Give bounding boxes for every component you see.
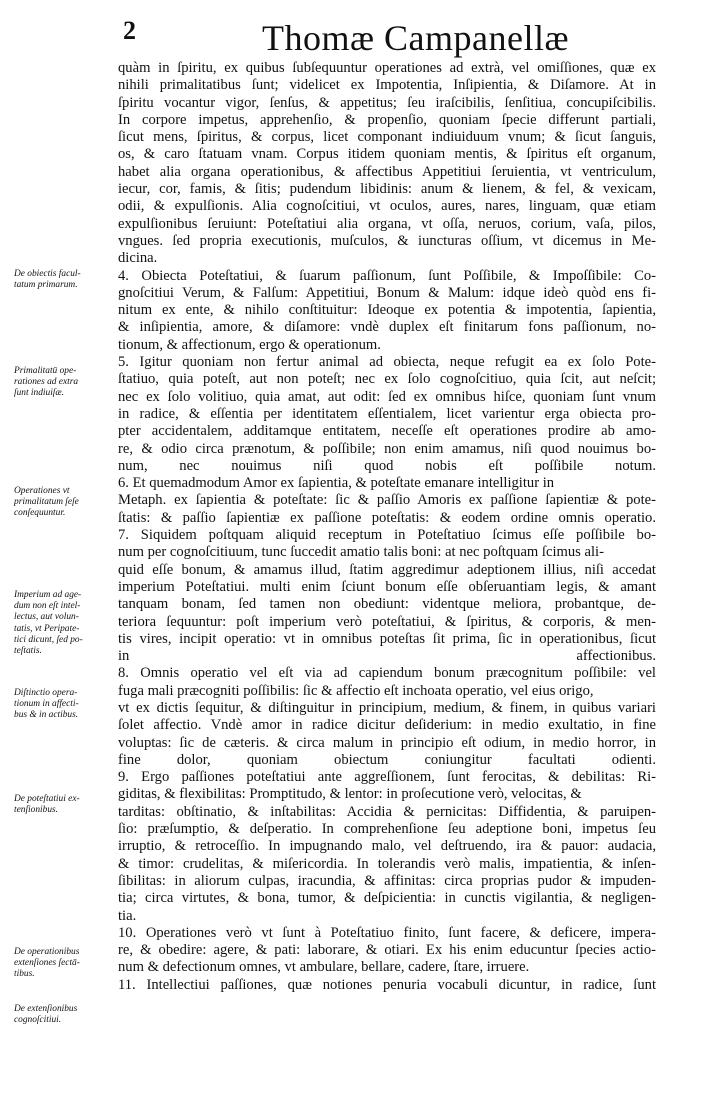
text-line: 8. Omnis operatio vel eſt via ad capiendum bonum præcognitum poſſibile: vel	[118, 665, 656, 682]
text-line: iecur, cor, famis, & ſitis; pudendum libidinis: anum & lienem, & fel, & vexicam,	[118, 181, 656, 198]
text-line: ſio: præſumptio, & deſperatio. In comprehenſione ſeu adeptione boni, impetus ſeu	[118, 821, 656, 838]
text-line: re, & odio circa prænotum, & poſſibile; non enim amamus, niſi quod nouimus bo-	[118, 440, 656, 457]
margin-note-line: dum non eſt intel-	[14, 601, 81, 612]
text-line: quàm in ſpiritu, ex quibus ſubſequuntur operationes ad extrà, vel omiſſiones, quæ ex	[118, 60, 656, 76]
text-line: ſtatis: & paſſio ſapientiæ ex paſſione poteſtatis: & eodem ordine omnis operatio.	[118, 509, 656, 526]
margin-note	[14, 688, 110, 722]
text-line: tionum, & affectionum, ergo & operationum.	[118, 336, 381, 353]
margin-note-line: Diſtinctio opera-	[14, 688, 78, 698]
text-line: Metaph. ex ſapientia & poteſtate: ſic & paſſio Amoris ex paſſione ſapientiæ & pote-	[118, 492, 656, 509]
text-line: fine dolor, quoniam obiectum coniungitur facultati odienti.	[118, 751, 656, 768]
margin-note-line: rationes ad extra	[14, 377, 79, 388]
text-line: habet alia organa operationibus, & affectibus Appetitiui ſeruientia, vt ventriculum,	[118, 163, 656, 180]
text-line: ſibilitas: in aliorum culpas, iracundia, & affinitas: circa proprias pudor & impuden-	[118, 872, 656, 889]
text-line: 7. Siquidem poſtquam aliquid receptum in Poteſtatiuo ſcimus eſſe poſſibile bo-	[118, 527, 656, 544]
text-line: vt ex dictis ſequitur, & diſtinguitur in principium, medium, & finem, in quibus variari	[118, 699, 656, 716]
margin-note-line: primalitatum ſeſe	[14, 497, 79, 508]
margin-note	[14, 1004, 110, 1026]
text-line: giditas, & flexibilitas: Promptitudo, & lentor: in proſecutione verò, velocitas, &	[118, 786, 582, 803]
margin-note	[14, 366, 110, 400]
text-line: tarditas: obſtinatio, & inſtabilitas: Accidia & pernicitas: Diffidentia, & paruipen-	[118, 803, 656, 820]
main-text	[118, 60, 656, 994]
text-line: nitum ex ente, & nihilo conſtituitur: Ideoque ex potentia & impotentia, ſapientia,	[118, 302, 656, 319]
margin-note-line: De operationibus	[14, 947, 80, 957]
text-line: expulſionibus ſeruiunt: Poteſtatiui alia organa, vt oſſa, neruos, corium, vaſa, pilos,	[118, 215, 656, 232]
margin-note	[14, 947, 110, 981]
text-line: re, & obedire: agere, & pati: laborare, & otiari. Ex his enim educuntur ſpecies actio-	[118, 942, 656, 959]
text-line: tis vires, incipit operatio: vt in omnibus poteſtas ſit prima, ſic in operationibus, ſicut	[118, 630, 656, 647]
text-line: quid eſſe bonum, & amamus illud, ſtatim aggredimur adeptionem illius, niſi accedat	[118, 561, 656, 578]
text-line: 10. Operationes verò vt ſunt à Poteſtatiuo finito, ſunt facere, & deficere, impera-	[118, 924, 656, 941]
running-head: Thomæ Campanellæ	[262, 18, 569, 58]
margin-note-line: Primalitatū ope-	[14, 366, 77, 376]
margin-note-line: tatis, vt Peripate-	[14, 623, 80, 634]
text-line: voluptas: ſic de cæteris. & circa malum in principio eſt odium, in medio horror, in	[118, 734, 656, 751]
margin-note-line: teſtatis.	[14, 646, 42, 657]
margin-note-line: ſunt indiuiſæ.	[14, 388, 65, 399]
text-line: vngues. ſed propria executionis, muſculos, & iuncturas oſſium, vt dicemus in Me-	[118, 232, 656, 249]
text-line: pter accidentalem, additamque entitatem, neceſſe eſt operationes prodire ab amo-	[118, 423, 656, 440]
margin-note-line: tici dicunt, ſed po-	[14, 634, 83, 645]
text-line: num & defectionum omnes, vt ambulare, bellare, cadere, ſtare, irruere.	[118, 959, 530, 976]
text-line: nec ex ſolo volitiuo, quia amat, aut odit: ſed ex omnibus hiſce, quoniam ſunt vnum	[118, 388, 656, 405]
text-line: num, nec nouimus niſi quod nobis eſt poſſibile notum.	[118, 457, 656, 474]
margin-note-line: Imperium ad age-	[14, 590, 82, 600]
margin-note-line: bus & in actibus.	[14, 710, 79, 721]
margin-note	[14, 794, 110, 816]
text-line: fuga mali præcogniti poſſibilis: ſic & affectio eſt inchoata operatio, vel eius origo,	[118, 682, 594, 699]
text-line: tia; circa virtutes, & bona, tumor, & deſpicientia: in cunctis vigilantia, & negligen-	[118, 890, 656, 907]
margin-note-line: tibus.	[14, 969, 35, 980]
page-number: 2	[123, 16, 136, 45]
margin-note-line: cognoſcitiui.	[14, 1015, 62, 1026]
text-line: teriora ſequuntur: poſt imperium verò poteſtatiui, & ſpiritus, & corporis, & men-	[118, 613, 656, 630]
margin-note	[14, 486, 110, 520]
text-line: tia.	[118, 907, 137, 924]
text-line: irruptio, & retroceſſio. In impugnando malo, vel deſtruendo, ira & pauor: audacia,	[118, 838, 656, 855]
text-line: dicina.	[118, 250, 158, 267]
margin-note-line: tatum primarum.	[14, 280, 78, 291]
text-line: odii, & expulſionis. Alia cognoſcitiui, vt oculos, aures, nares, linguam, quæ etiam	[118, 198, 656, 215]
text-line: 5. Igitur quoniam non fertur animal ad obiecta, neque refugit ea ex ſolo Pote-	[118, 354, 656, 371]
text-line: & timor: crudelitas, & miſericordia. In tolerandis verò malis, impatientia, & inſen-	[118, 855, 656, 872]
text-line: tanquam bonam, ſed tamen non obediunt: videntque meliora, probantque, de-	[118, 596, 656, 613]
margin-note-line: tionum in affecti-	[14, 699, 79, 710]
text-line: & inſipientia, amore, & diſamore: vndè duplex eſt finitarum fons paſſionum, no-	[118, 319, 656, 336]
text-line: ſicut mens, ſpiritus, & corpus, licet componant indiuiduum vnum; & ſicut ſanguis,	[118, 129, 656, 146]
margin-note-line: De poteſtatiui ex-	[14, 794, 80, 804]
margin-note-line: extenſiones ſectā-	[14, 958, 80, 969]
text-line: 4. Obiecta Poteſtatiui, & ſuarum paſſionum, ſunt Poſſibile, & Impoſſibile: Co-	[118, 267, 656, 284]
margin-note-line: Operationes vt	[14, 486, 70, 496]
margin-note-line: lectus, aut volun-	[14, 612, 79, 623]
margin-note	[14, 590, 110, 657]
text-line: 11. Intellectiui paſſiones, quæ notiones penuria vocabuli dicuntur, in radice, ſunt	[118, 976, 656, 993]
text-line: ſolet affectio. Vndè amor in radice dicitur deſiderium: in medio exultatio, in fine	[118, 717, 656, 734]
margin-note-line: De obiectis facul-	[14, 269, 81, 279]
text-line: os, & caro ſtatuam vnam. Corpus itidem quoniam mentis, & ſpiritus eſt organum,	[118, 146, 656, 163]
margin-note-line: conſequuntur.	[14, 508, 66, 519]
margin-note	[14, 269, 110, 291]
text-line: in radice, & eſſentia per identitatem eſſentialem, licet varientur erga obiecta pro-	[118, 405, 656, 422]
text-line: num per cognoſcitiuum, tunc ſuccedit amatio talis boni: at nec poſtquam ſcimus ali-	[118, 544, 604, 561]
text-line: 9. Ergo paſſiones poteſtatiui ante aggreſſionem, ſunt ferocitas, & debilitas: Ri-	[118, 769, 656, 786]
text-line: 6. Et quemadmodum Amor ex ſapientia, & poteſtate emanare intelligitur in	[118, 475, 555, 492]
text-line: In corpore impetus, apprehenſio, & propenſio, quoniam ſpecie differunt partiali,	[118, 111, 656, 128]
text-line: nihili primalitatibus ſunt; videlicet ex Impotentia, Inſipientia, & Diſamore. At in	[118, 77, 656, 94]
text-line: ſpiritu vocantur vigor, ſenſus, & appetitus; ſeu iraſcibilis, ſenſitiua, concupiſcibilis.	[118, 94, 656, 111]
text-line: ſtatiuo, quia poteſt, aut non poteſt; nec ex ſolo cognoſcitiuo, quia ſcit, aut neſcit;	[118, 371, 656, 388]
text-line: gnoſcitiui Verum, & Falſum: Appetitiui, Bonum & Malum: idque ideò quòd ens fi-	[118, 284, 656, 301]
margin-note-line: tenſionibus.	[14, 805, 59, 816]
margin-note-line: De extenſionibus	[14, 1004, 78, 1014]
text-line: imperium Poteſtatiui. multi enim ſciunt bonum eſſe obſeruantiam legis, & amant	[118, 578, 656, 595]
text-line: in affectionibus.	[118, 648, 656, 665]
